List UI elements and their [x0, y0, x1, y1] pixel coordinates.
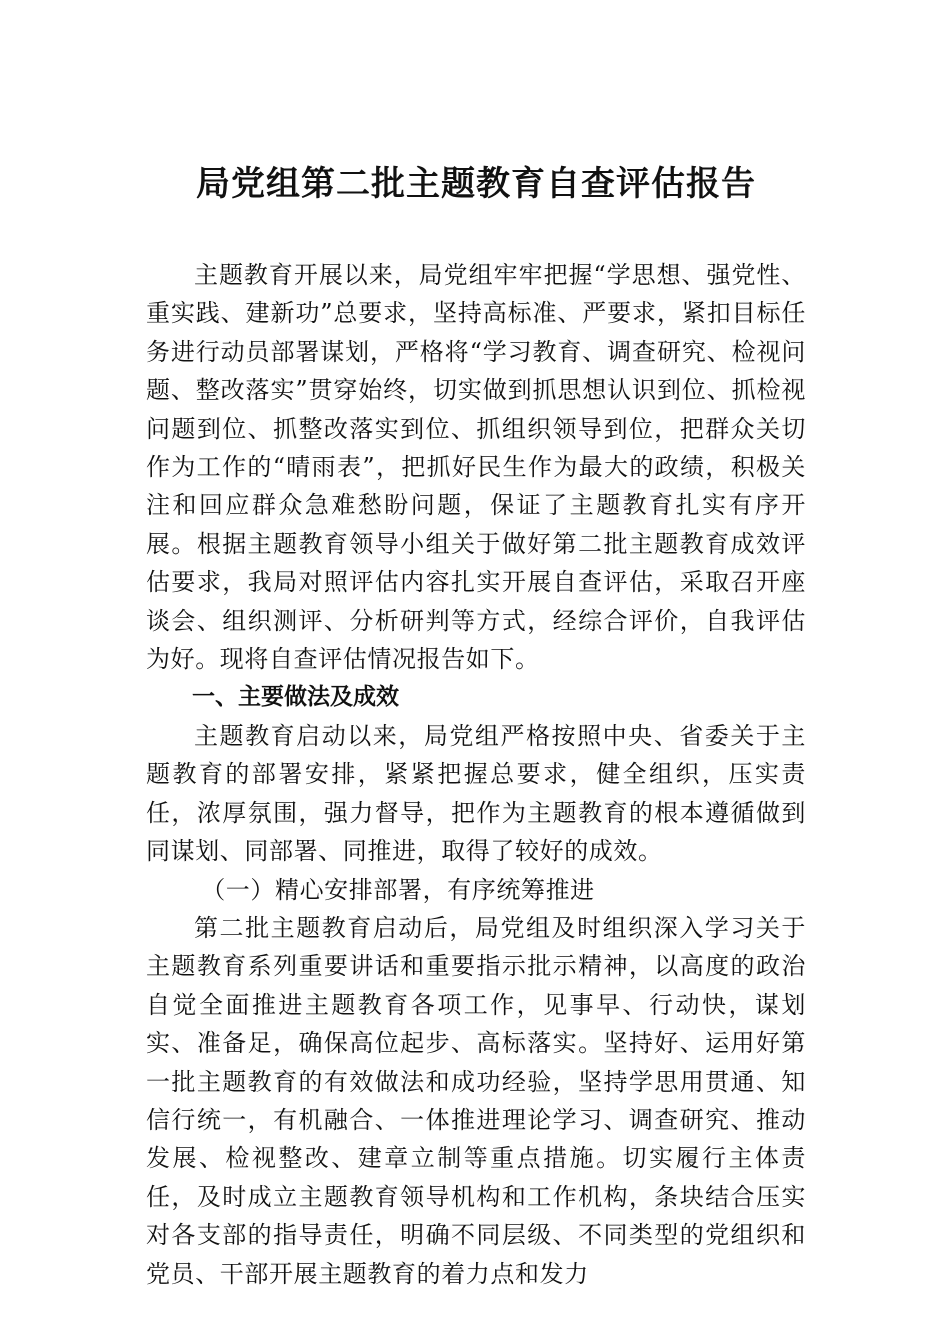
section-heading-1: 一、主要做法及成效 [192, 684, 399, 711]
document-body [146, 256, 806, 1293]
section-1-paragraph: 主题教育启动以来，局党组严格按照中央、省委关于主题教育的部署安排，紧紧把握总要求，健全组织，压实责任，浓厚氛围，强力督导，把作为主题教育的根本遵循做到同谋划、同部署、同推进，取得了较好的成效。 [146, 721, 806, 866]
intro-paragraph: 主题教育开展以来，局党组牢牢把握“学思想、强党性、重实践、建新功”总要求，坚持高标准、严要求，紧扣目标任务进行动员部署谋划，严格将“学习教育、调查研究、检视问题、整改落实”贯穿始终，切实做到抓思想认识到位、抓检视问题到位、抓整改落实到位、抓组织领导到位，把群众关切作为工作的“晴雨表”，把抓好民生作为最大的政绩，积极关注和回应群众急难愁盼问题，保证了主题教育扎实有序开展。根据主题教育领导小组关于做好第二批主题教育成效评估要求，我局对照评估内容扎实开展自查评估，采取召开座谈会、组织测评、分析研判等方式，经综合评价，自我评估为好。现将自查评估情况报告如下。 [146, 261, 806, 674]
subsection-1-paragraph: 第二批主题教育启动后，局党组及时组织深入学习关于主题教育系列重要讲话和重要指示批示精神，以高度的政治自觉全面推进主题教育各项工作，见事早、行动快，谋划实、准备足，确保高位起步、高标落实。坚持好、运用好第一批主题教育的有效做法和成功经验，坚持学思用贯通、知信行统一，有机融合、一体推进理论学习、调查研究、推动发展、检视整改、建章立制等重点措施。切实履行主体责任，及时成立主题教育领导机构和工作机构，条块结合压实对各支部的指导责任，明确不同层级、不同类型的党组织和党员、干部开展主题教育的着力点和发力 [146, 913, 806, 1288]
subsection-heading-1: （一）精心安排部署，有序统筹推进 [201, 875, 595, 904]
document-title: 局党组第二批主题教育自查评估报告 [196, 164, 756, 204]
